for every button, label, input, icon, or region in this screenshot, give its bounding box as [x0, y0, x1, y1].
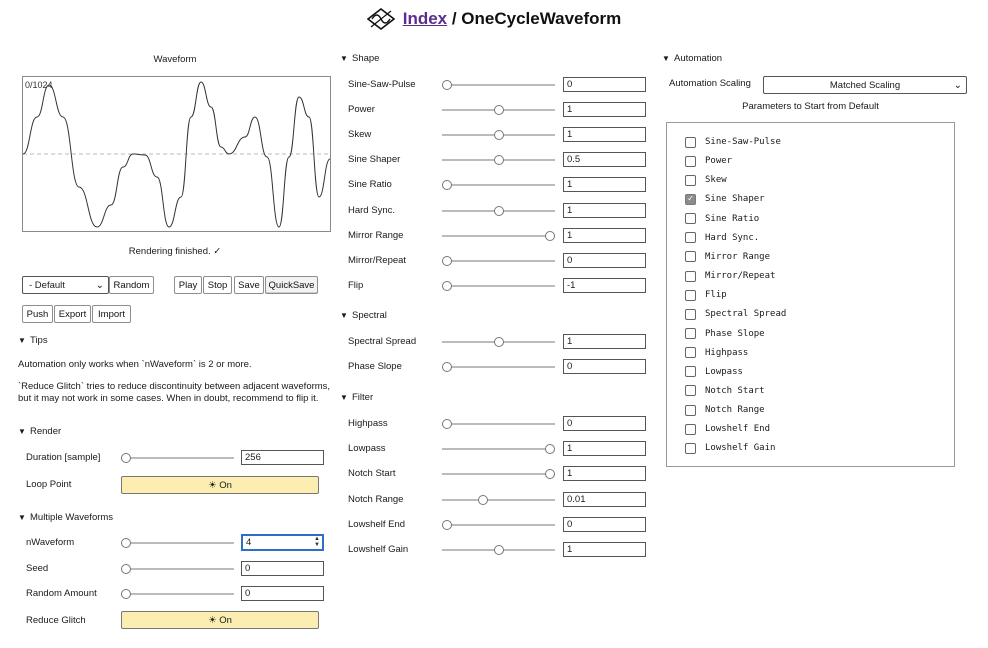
- checkbox[interactable]: [685, 347, 696, 358]
- param-item-label: Sine Shaper: [705, 194, 765, 205]
- title-separator: /: [447, 9, 462, 28]
- random-amount-input[interactable]: 0: [241, 586, 324, 601]
- mirror-range-label: Mirror Range: [348, 229, 404, 241]
- skew-slider[interactable]: [442, 129, 555, 141]
- slider-thumb[interactable]: [442, 419, 452, 429]
- tips-section-toggle[interactable]: [18, 335, 48, 346]
- skew-label: Skew: [348, 129, 372, 141]
- param-item-lowshelf-gain[interactable]: [685, 441, 775, 455]
- slider-track: [442, 473, 555, 475]
- slider-thumb[interactable]: [494, 105, 504, 115]
- lowpass-slider[interactable]: [442, 443, 555, 455]
- sine-saw-pulse-slider[interactable]: [442, 79, 555, 91]
- sine-shaper-slider[interactable]: [442, 154, 555, 166]
- triangle-down-icon: ▼: [340, 54, 348, 63]
- slider-track: [442, 235, 555, 237]
- slider-thumb[interactable]: [545, 444, 555, 454]
- filter-heading: Filter: [352, 392, 374, 403]
- notch-range-slider[interactable]: [442, 494, 555, 506]
- sine-ratio-slider[interactable]: [442, 179, 555, 191]
- spectral-heading: Spectral: [352, 310, 387, 321]
- slider-thumb[interactable]: [442, 281, 452, 291]
- sine-shaper-input[interactable]: 0.5: [563, 152, 646, 167]
- tips-line-1: Automation only works when `nWaveform` is 2 or more.: [18, 359, 252, 370]
- phase-slope-input[interactable]: 0: [563, 359, 646, 374]
- checkbox[interactable]: [685, 366, 696, 377]
- reduce-glitch-label: Reduce Glitch: [26, 615, 86, 626]
- param-item-mirror-repeat[interactable]: [685, 269, 775, 283]
- checkbox[interactable]: [685, 175, 696, 186]
- checkbox[interactable]: [685, 385, 696, 396]
- slider-thumb[interactable]: [442, 520, 452, 530]
- param-item-lowshelf-end[interactable]: [685, 422, 770, 436]
- checkbox[interactable]: [685, 156, 696, 167]
- param-item-spectral-spread[interactable]: [685, 307, 786, 321]
- multiple-waveforms-heading: Multiple Waveforms: [30, 512, 114, 523]
- slider-thumb[interactable]: [494, 155, 504, 165]
- power-input[interactable]: 1: [563, 102, 646, 117]
- slider-thumb[interactable]: [494, 206, 504, 216]
- spinner-arrows-icon[interactable]: ▲ ▼: [314, 536, 320, 548]
- param-item-label: Spectral Spread: [705, 309, 787, 320]
- index-link[interactable]: Index: [402, 9, 448, 28]
- page-name: OneCycleWaveform: [461, 9, 622, 28]
- triangle-down-icon: ▼: [340, 311, 348, 320]
- param-item-notch-start[interactable]: [685, 384, 765, 398]
- param-item-mirror-range[interactable]: [685, 250, 770, 264]
- lowshelf-end-slider[interactable]: [442, 519, 555, 531]
- notch-range-input[interactable]: 0.01: [563, 492, 646, 507]
- slider-thumb[interactable]: [494, 545, 504, 555]
- multiple-waveforms-section-toggle[interactable]: [18, 512, 113, 523]
- loop-point-toggle[interactable]: ☀ On: [121, 476, 319, 494]
- waveform-plot: [23, 77, 330, 231]
- param-item-highpass[interactable]: [685, 346, 748, 360]
- sine-saw-pulse-label: Sine-Saw-Pulse: [348, 79, 416, 90]
- spectral-spread-slider[interactable]: [442, 336, 555, 348]
- slider-thumb[interactable]: [121, 564, 131, 574]
- automation-scaling-select[interactable]: [763, 76, 967, 94]
- tips-line-2b: but it may not work in some cases. When in doubt, recommend to flip it.: [18, 393, 319, 404]
- param-item-flip[interactable]: [685, 288, 727, 302]
- param-item-label: Lowpass: [705, 366, 743, 377]
- render-section-toggle[interactable]: [18, 426, 61, 437]
- param-item-label: Mirror Range: [705, 251, 771, 262]
- render-status: Rendering finished. ✓: [128, 246, 222, 257]
- random-button[interactable]: Random: [109, 276, 154, 294]
- export-button[interactable]: Export: [54, 305, 91, 323]
- slider-track: [442, 499, 555, 501]
- slider-track: [121, 568, 234, 570]
- seed-input[interactable]: 0: [241, 561, 324, 576]
- checkbox[interactable]: [685, 213, 696, 224]
- chevron-down-icon: ⌄: [953, 80, 962, 91]
- flip-label: Flip: [348, 279, 364, 291]
- param-item-phase-slope[interactable]: [685, 327, 765, 341]
- slider-track: [121, 542, 234, 544]
- hard-sync-slider[interactable]: [442, 205, 555, 217]
- param-item-lowpass[interactable]: [685, 365, 743, 379]
- tips-line-2a: `Reduce Glitch` tries to reduce discontinuity between adjacent waveforms,: [18, 381, 331, 392]
- sine-shaper-label: Sine Shaper: [348, 154, 401, 166]
- render-heading: Render: [30, 426, 62, 437]
- skew-input[interactable]: 1: [563, 127, 646, 142]
- param-item-label: Sine Ratio: [705, 213, 760, 224]
- notch-start-slider[interactable]: [442, 468, 555, 480]
- duration-input[interactable]: 256: [241, 450, 324, 465]
- slider-track: [442, 423, 555, 425]
- slider-thumb[interactable]: [494, 337, 504, 347]
- checkbox[interactable]: [685, 232, 696, 243]
- slider-track: [442, 84, 555, 86]
- slider-thumb[interactable]: [442, 80, 452, 90]
- lowpass-label: Lowpass: [348, 443, 386, 455]
- seed-label: Seed: [26, 563, 49, 574]
- slider-track: [121, 593, 234, 595]
- param-item-sine-ratio[interactable]: [685, 212, 759, 226]
- lowshelf-gain-label: Lowshelf Gain: [348, 544, 409, 555]
- param-item-label: Power: [705, 156, 733, 167]
- slider-track: [442, 184, 555, 186]
- notch-range-label: Notch Range: [348, 493, 404, 505]
- lowshelf-end-label: Lowshelf End: [348, 518, 406, 530]
- filter-section-toggle[interactable]: [340, 392, 373, 403]
- highpass-input[interactable]: 0: [563, 416, 646, 431]
- mirror-repeat-label: Mirror/Repeat: [348, 254, 407, 266]
- checkbox[interactable]: [685, 443, 696, 454]
- checkbox[interactable]: ✓: [685, 194, 696, 205]
- phase-slope-slider[interactable]: [442, 361, 555, 373]
- quicksave-button[interactable]: QuickSave: [265, 276, 318, 294]
- param-item-label: Flip: [705, 290, 727, 301]
- shape-heading: Shape: [352, 53, 380, 64]
- automation-scaling-label: Automation Scaling: [669, 78, 751, 89]
- lowshelf-gain-slider[interactable]: [442, 544, 555, 556]
- triangle-down-icon: ▼: [18, 336, 26, 345]
- loop-point-label: Loop Point: [26, 479, 72, 490]
- checkbox[interactable]: [685, 251, 696, 262]
- play-button[interactable]: Play: [174, 276, 202, 294]
- reduce-glitch-toggle[interactable]: ☀ On: [121, 611, 319, 629]
- duration-label: Duration [sample]: [26, 452, 101, 463]
- checkbox[interactable]: [685, 405, 696, 416]
- chevron-down-icon: ⌄: [95, 280, 104, 291]
- flip-slider[interactable]: [442, 280, 555, 292]
- slider-thumb[interactable]: [121, 589, 131, 599]
- hard-sync-label: Hard Sync.: [348, 204, 395, 216]
- triangle-down-icon: ▼: [662, 54, 670, 63]
- checkbox[interactable]: [685, 309, 696, 320]
- checkbox[interactable]: [685, 137, 696, 148]
- slider-thumb[interactable]: [478, 495, 488, 505]
- lowshelf-gain-input[interactable]: 1: [563, 542, 646, 557]
- checkbox[interactable]: [685, 424, 696, 435]
- param-item-power[interactable]: [685, 154, 732, 168]
- slider-track: [121, 457, 234, 459]
- save-button[interactable]: Save: [234, 276, 264, 294]
- param-item-skew[interactable]: [685, 173, 727, 187]
- notch-start-input[interactable]: 1: [563, 466, 646, 481]
- triangle-down-icon: ▼: [18, 427, 26, 436]
- slider-thumb[interactable]: [545, 469, 555, 479]
- nwaveform-label: nWaveform: [26, 537, 75, 548]
- sine-saw-pulse-input[interactable]: 0: [563, 77, 646, 92]
- automation-heading: Automation: [674, 53, 723, 64]
- param-item-label: Hard Sync.: [705, 232, 760, 243]
- highpass-label: Highpass: [348, 418, 388, 429]
- nwaveform-slider[interactable]: [121, 537, 234, 549]
- slider-thumb[interactable]: [494, 130, 504, 140]
- param-item-sine-saw-pulse[interactable]: [685, 135, 781, 149]
- slider-track: [442, 448, 555, 450]
- power-label: Power: [348, 104, 375, 116]
- mirror-repeat-slider[interactable]: [442, 255, 555, 267]
- slider-thumb[interactable]: [121, 453, 131, 463]
- checkbox[interactable]: [685, 271, 696, 282]
- preset-select-value: - Default: [29, 279, 65, 291]
- sine-ratio-input[interactable]: 1: [563, 177, 646, 192]
- spectral-section-toggle[interactable]: [340, 310, 387, 321]
- nwaveform-value: 4: [246, 537, 252, 548]
- slider-track: [442, 285, 555, 287]
- mirror-repeat-input[interactable]: 0: [563, 253, 646, 268]
- slider-track: [442, 524, 555, 526]
- spectral-spread-input[interactable]: 1: [563, 334, 646, 349]
- notch-start-label: Notch Start: [348, 468, 396, 480]
- random-amount-slider[interactable]: [121, 588, 234, 600]
- power-slider[interactable]: [442, 104, 555, 116]
- lowshelf-end-input[interactable]: 0: [563, 517, 646, 532]
- mirror-range-input[interactable]: 1: [563, 228, 646, 243]
- slider-track: [442, 260, 555, 262]
- stop-button[interactable]: Stop: [203, 276, 232, 294]
- param-item-hard-sync[interactable]: [685, 231, 759, 245]
- frame-counter: 0/1024: [25, 80, 53, 90]
- param-item-sine-shaper[interactable]: [685, 192, 765, 206]
- page-header: [0, 4, 988, 34]
- params-heading: Parameters to Start from Default: [742, 101, 879, 112]
- page-title: [403, 9, 622, 29]
- hard-sync-input[interactable]: 1: [563, 203, 646, 218]
- param-item-label: Notch Start: [705, 385, 765, 396]
- param-item-label: Phase Slope: [705, 328, 765, 339]
- slider-track: [442, 366, 555, 368]
- triangle-down-icon: ▼: [340, 393, 348, 402]
- slider-thumb[interactable]: [121, 538, 131, 548]
- waveform-heading: Waveform: [153, 54, 197, 65]
- preset-select[interactable]: [22, 276, 109, 294]
- push-button[interactable]: Push: [22, 305, 53, 323]
- param-item-label: Lowshelf Gain: [705, 443, 776, 454]
- seed-slider[interactable]: [121, 563, 234, 575]
- duration-slider[interactable]: [121, 452, 234, 464]
- import-button[interactable]: Import: [92, 305, 131, 323]
- spectral-spread-label: Spectral Spread: [348, 336, 417, 347]
- param-item-label: Skew: [705, 175, 727, 186]
- random-amount-label: Random Amount: [26, 588, 97, 599]
- triangle-down-icon: ▼: [18, 513, 26, 522]
- param-item-label: Mirror/Repeat: [705, 271, 776, 282]
- highpass-slider[interactable]: [442, 418, 555, 430]
- slider-thumb[interactable]: [442, 180, 452, 190]
- checkbox[interactable]: [685, 328, 696, 339]
- nwaveform-input[interactable]: [241, 534, 324, 551]
- tips-heading: Tips: [30, 335, 48, 346]
- slider-thumb[interactable]: [545, 231, 555, 241]
- automation-scaling-value: Matched Scaling: [829, 79, 901, 91]
- sine-ratio-label: Sine Ratio: [348, 179, 392, 191]
- waveform-canvas[interactable]: [22, 76, 331, 232]
- param-item-label: Highpass: [705, 347, 749, 358]
- slider-thumb[interactable]: [442, 256, 452, 266]
- automation-section-toggle[interactable]: [662, 53, 722, 64]
- slider-thumb[interactable]: [442, 362, 452, 372]
- logo-icon: [367, 8, 395, 30]
- param-item-notch-range[interactable]: [685, 403, 765, 417]
- param-item-label: Notch Range: [705, 405, 765, 416]
- lowpass-input[interactable]: 1: [563, 441, 646, 456]
- param-item-label: Lowshelf End: [705, 424, 771, 435]
- checkbox[interactable]: [685, 290, 696, 301]
- flip-input[interactable]: -1: [563, 278, 646, 293]
- shape-section-toggle[interactable]: [340, 53, 379, 64]
- phase-slope-label: Phase Slope: [348, 361, 402, 372]
- mirror-range-slider[interactable]: [442, 230, 555, 242]
- param-item-label: Sine-Saw-Pulse: [705, 137, 781, 147]
